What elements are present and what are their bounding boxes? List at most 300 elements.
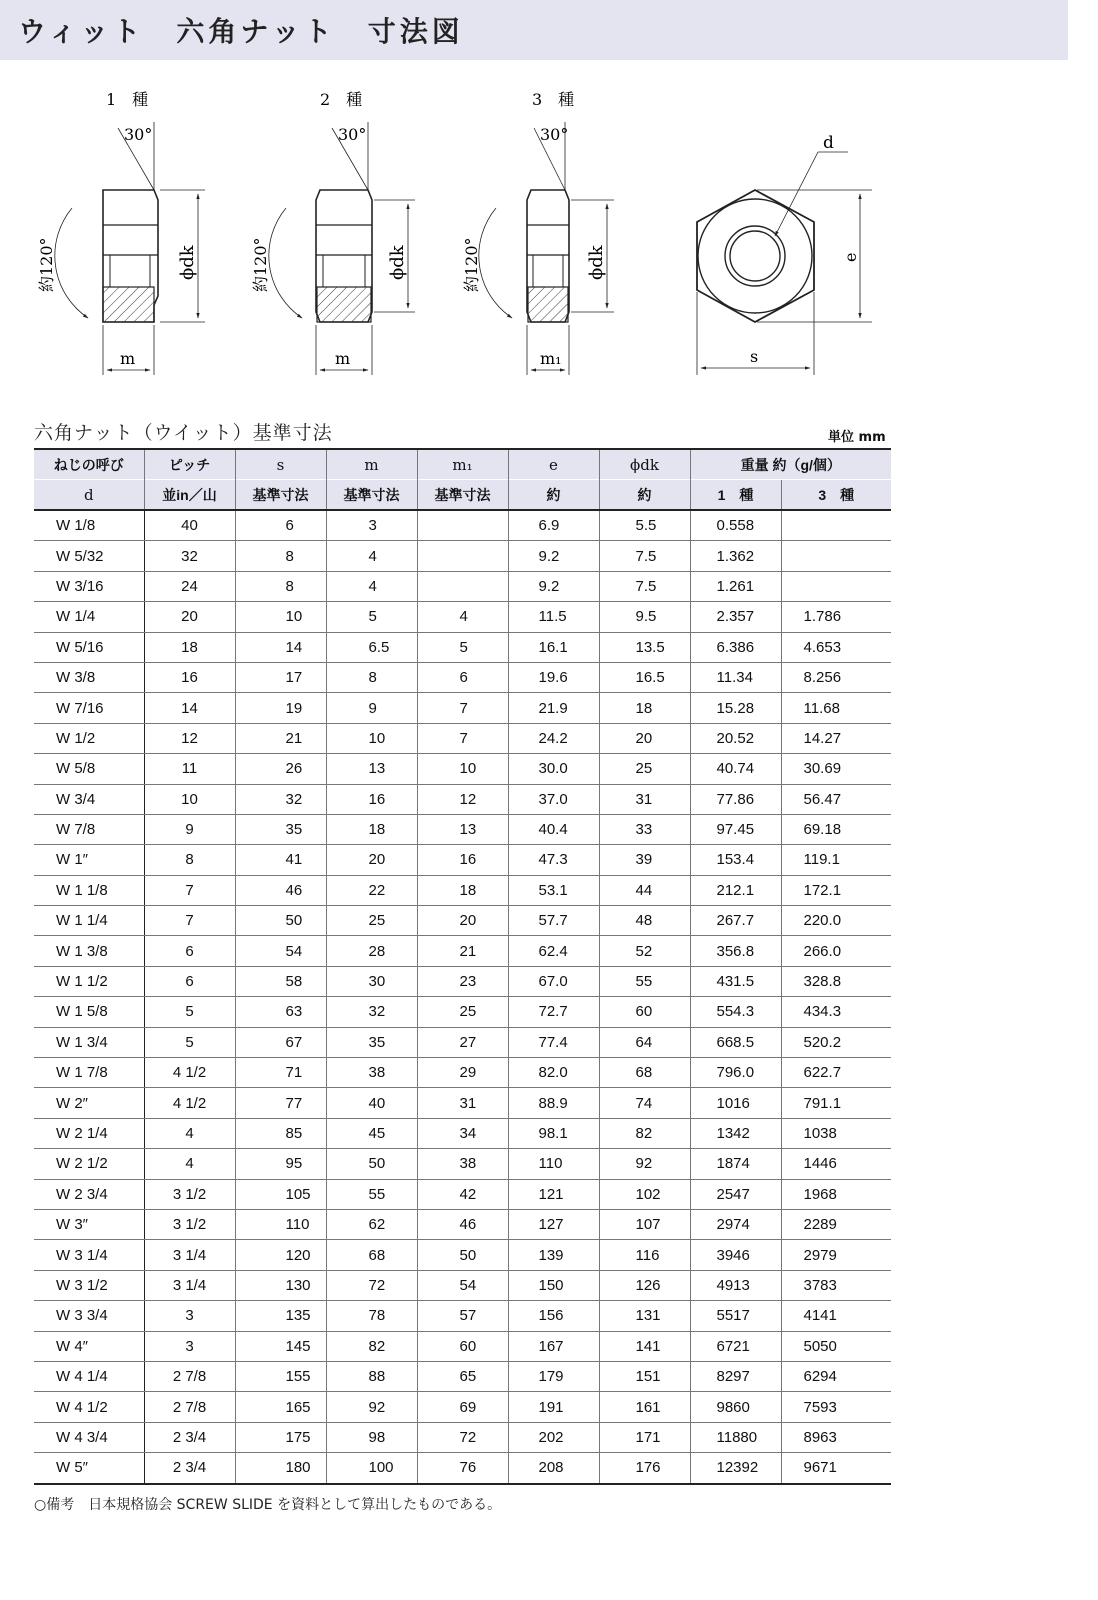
table-cell: 2979 xyxy=(781,1240,891,1270)
table-cell: 110 xyxy=(235,1209,326,1239)
table-cell: 3 xyxy=(144,1301,235,1331)
table-cell: 1.786 xyxy=(781,602,891,632)
subheader-m1: 基準寸法 xyxy=(417,480,508,511)
table-cell: 127 xyxy=(508,1209,599,1239)
table-cell: 32 xyxy=(326,997,417,1027)
table-cell: 95 xyxy=(235,1149,326,1179)
table-cell: 135 xyxy=(235,1301,326,1331)
table-cell: W 4″ xyxy=(34,1331,144,1361)
table-row xyxy=(34,1027,891,1057)
table-row xyxy=(34,845,891,875)
table-header-row-1 xyxy=(34,449,891,480)
table-cell: 161 xyxy=(599,1392,690,1422)
angle30-label-1: 30° xyxy=(124,125,153,144)
table-cell: 35 xyxy=(326,1027,417,1057)
table-cell: 62 xyxy=(326,1209,417,1239)
table-row xyxy=(34,1088,891,1118)
table-cell: 18 xyxy=(417,875,508,905)
table-cell: 7 xyxy=(144,906,235,936)
table-cell: 1.261 xyxy=(690,571,781,601)
table-cell: 2 7/8 xyxy=(144,1392,235,1422)
table-cell: 39 xyxy=(599,845,690,875)
table-cell: 145 xyxy=(235,1331,326,1361)
table-cell: 107 xyxy=(599,1209,690,1239)
table-cell: 50 xyxy=(235,906,326,936)
table-cell: W 3 3/4 xyxy=(34,1301,144,1331)
subheader-dk: 約 xyxy=(599,480,690,511)
table-cell: 13 xyxy=(326,754,417,784)
table-cell xyxy=(417,510,508,541)
table-cell: 176 xyxy=(599,1453,690,1484)
table-cell: 175 xyxy=(235,1422,326,1452)
table-cell: 126 xyxy=(599,1270,690,1300)
table-cell: W 5″ xyxy=(34,1453,144,1484)
table-row xyxy=(34,997,891,1027)
col-header-pitch: ピッチ xyxy=(144,449,235,480)
table-row xyxy=(34,1301,891,1331)
table-row xyxy=(34,1179,891,1209)
table-cell: 5 xyxy=(326,602,417,632)
table-cell: 40 xyxy=(144,510,235,541)
table-cell xyxy=(417,571,508,601)
table-cell: 266.0 xyxy=(781,936,891,966)
table-cell: 77.4 xyxy=(508,1027,599,1057)
table-cell: 150 xyxy=(508,1270,599,1300)
table-cell: 100 xyxy=(326,1453,417,1484)
table-cell: 1.362 xyxy=(690,541,781,571)
angle120-label-3: 約120° xyxy=(462,237,481,292)
table-cell: 60 xyxy=(599,997,690,1027)
table-cell: 3 xyxy=(144,1331,235,1361)
table-cell: 55 xyxy=(599,966,690,996)
subheader-weight-type1: 1 種 xyxy=(690,480,781,511)
table-cell: 6.5 xyxy=(326,632,417,662)
table-cell: 2 7/8 xyxy=(144,1361,235,1391)
table-cell: 26 xyxy=(235,754,326,784)
table-cell: 156 xyxy=(508,1301,599,1331)
table-cell: 4 xyxy=(326,541,417,571)
table-cell: 10 xyxy=(326,723,417,753)
table-row xyxy=(34,510,891,541)
col-header-s: s xyxy=(235,449,326,480)
table-cell: 220.0 xyxy=(781,906,891,936)
table-cell: 5 xyxy=(144,1027,235,1057)
dimension-figure xyxy=(0,70,1098,400)
table-cell: 7.5 xyxy=(599,541,690,571)
table-cell: 69 xyxy=(417,1392,508,1422)
angle30-label-3: 30° xyxy=(540,125,569,144)
table-cell: 74 xyxy=(599,1088,690,1118)
table-cell: 1038 xyxy=(781,1118,891,1148)
table-cell: 3 1/2 xyxy=(144,1209,235,1239)
table-cell: 356.8 xyxy=(690,936,781,966)
nut-type3-side-view xyxy=(462,90,614,375)
table-cell: 4141 xyxy=(781,1301,891,1331)
table-cell: 68 xyxy=(599,1058,690,1088)
table-cell: 12392 xyxy=(690,1453,781,1484)
table-row xyxy=(34,571,891,601)
table-cell: 5517 xyxy=(690,1301,781,1331)
table-cell: 13.5 xyxy=(599,632,690,662)
table-cell: 58 xyxy=(235,966,326,996)
col-header-dk: ϕdk xyxy=(599,449,690,480)
table-cell: 3 1/2 xyxy=(144,1179,235,1209)
table-cell: 155 xyxy=(235,1361,326,1391)
table-row xyxy=(34,754,891,784)
table-cell: 16.1 xyxy=(508,632,599,662)
table-body xyxy=(34,510,891,1484)
table-cell: 15.28 xyxy=(690,693,781,723)
table-cell: W 4 1/2 xyxy=(34,1392,144,1422)
table-cell: W 3″ xyxy=(34,1209,144,1239)
table-row xyxy=(34,784,891,814)
table-cell: 67.0 xyxy=(508,966,599,996)
table-cell: 20 xyxy=(326,845,417,875)
table-cell: 30 xyxy=(326,966,417,996)
table-cell: 34 xyxy=(417,1118,508,1148)
table-cell: 119.1 xyxy=(781,845,891,875)
table-cell: 4 xyxy=(417,602,508,632)
table-cell: 92 xyxy=(599,1149,690,1179)
table-cell: W 1/4 xyxy=(34,602,144,632)
table-cell: 19 xyxy=(235,693,326,723)
page-title: ウィット 六角ナット 寸法図 xyxy=(18,15,464,48)
table-cell: W 5/16 xyxy=(34,632,144,662)
dimension-table xyxy=(34,448,891,1485)
table-cell: 92 xyxy=(326,1392,417,1422)
table-cell: 57.7 xyxy=(508,906,599,936)
table-cell: W 1/2 xyxy=(34,723,144,753)
table-cell: 97.45 xyxy=(690,814,781,844)
table-cell: 110 xyxy=(508,1149,599,1179)
table-cell: 9.2 xyxy=(508,541,599,571)
subheader-m: 基準寸法 xyxy=(326,480,417,511)
table-cell: 33 xyxy=(599,814,690,844)
table-cell: W 1 1/2 xyxy=(34,966,144,996)
table-cell: 6.9 xyxy=(508,510,599,541)
e-label: e xyxy=(841,252,860,262)
table-cell xyxy=(781,541,891,571)
table-cell: 5 xyxy=(144,997,235,1027)
table-cell: 38 xyxy=(326,1058,417,1088)
table-cell: 18 xyxy=(326,814,417,844)
col-header-m: m xyxy=(326,449,417,480)
m-label-1: m xyxy=(120,349,136,368)
table-cell: 17 xyxy=(235,662,326,692)
table-row xyxy=(34,1270,891,1300)
table-cell: 72.7 xyxy=(508,997,599,1027)
table-cell: 1446 xyxy=(781,1149,891,1179)
table-row xyxy=(34,723,891,753)
table-cell: 139 xyxy=(508,1240,599,1270)
table-cell: 0.558 xyxy=(690,510,781,541)
table-cell: 791.1 xyxy=(781,1088,891,1118)
table-cell: 63 xyxy=(235,997,326,1027)
table-cell: 12 xyxy=(144,723,235,753)
table-row xyxy=(34,936,891,966)
table-cell: 25 xyxy=(599,754,690,784)
table-cell: 77 xyxy=(235,1088,326,1118)
type2-label: 2 種 xyxy=(320,90,363,109)
type1-label: 1 種 xyxy=(106,90,149,109)
table-cell: 20 xyxy=(417,906,508,936)
table-cell: 24 xyxy=(144,571,235,601)
table-cell: 22 xyxy=(326,875,417,905)
table-cell: 9860 xyxy=(690,1392,781,1422)
footnote: ○備考 日本規格協会 SCREW SLIDE を資料として算出したものである。 xyxy=(34,1497,502,1513)
table-cell: 23 xyxy=(417,966,508,996)
table-cell: 76 xyxy=(417,1453,508,1484)
table-cell: 28 xyxy=(326,936,417,966)
table-cell: 46 xyxy=(417,1209,508,1239)
table-cell: 71 xyxy=(235,1058,326,1088)
table-cell: 64 xyxy=(599,1027,690,1057)
table-cell: 24.2 xyxy=(508,723,599,753)
table-cell: W 1 3/8 xyxy=(34,936,144,966)
subheader-pitch: 並in／山 xyxy=(144,480,235,511)
table-cell: 68 xyxy=(326,1240,417,1270)
angle120-label-1: 約120° xyxy=(37,237,56,292)
table-cell: 37.0 xyxy=(508,784,599,814)
table-cell: W 1/8 xyxy=(34,510,144,541)
table-cell: 7 xyxy=(417,723,508,753)
table-cell: 4 xyxy=(144,1149,235,1179)
table-cell: W 2 3/4 xyxy=(34,1179,144,1209)
table-cell: 2289 xyxy=(781,1209,891,1239)
table-cell: 82 xyxy=(599,1118,690,1148)
table-cell: 14.27 xyxy=(781,723,891,753)
table-cell: 151 xyxy=(599,1361,690,1391)
col-header-m1: m₁ xyxy=(417,449,508,480)
table-row xyxy=(34,602,891,632)
table-cell: 38 xyxy=(417,1149,508,1179)
subheader-e: 約 xyxy=(508,480,599,511)
table-cell: W 1 1/4 xyxy=(34,906,144,936)
table-cell: 208 xyxy=(508,1453,599,1484)
table-cell: 212.1 xyxy=(690,875,781,905)
table-cell: 8.256 xyxy=(781,662,891,692)
table-cell: 88 xyxy=(326,1361,417,1391)
table-cell: 434.3 xyxy=(781,997,891,1027)
table-cell: 167 xyxy=(508,1331,599,1361)
table-cell: 5 xyxy=(417,632,508,662)
table-cell: 16.5 xyxy=(599,662,690,692)
table-cell: 6 xyxy=(144,936,235,966)
table-row xyxy=(34,1422,891,1452)
table-cell: 5.5 xyxy=(599,510,690,541)
table-cell: 16 xyxy=(144,662,235,692)
table-cell: W 1 3/4 xyxy=(34,1027,144,1057)
table-cell: 20 xyxy=(599,723,690,753)
table-row xyxy=(34,1331,891,1361)
table-cell: 9.2 xyxy=(508,571,599,601)
table-cell: 42 xyxy=(417,1179,508,1209)
table-cell: 172.1 xyxy=(781,875,891,905)
table-cell: 27 xyxy=(417,1027,508,1057)
table-cell: W 3/4 xyxy=(34,784,144,814)
table-cell: 7 xyxy=(417,693,508,723)
table-cell: 21 xyxy=(235,723,326,753)
table-cell: 45 xyxy=(326,1118,417,1148)
subheader-weight-type3: 3 種 xyxy=(781,480,891,511)
type3-label: 3 種 xyxy=(532,90,575,109)
table-cell: 6.386 xyxy=(690,632,781,662)
table-cell: 18 xyxy=(144,632,235,662)
table-cell: 60 xyxy=(417,1331,508,1361)
table-cell: 25 xyxy=(326,906,417,936)
section-title: 六角ナット（ウイット）基準寸法 xyxy=(34,422,333,444)
table-cell: 120 xyxy=(235,1240,326,1270)
table-cell: 1016 xyxy=(690,1088,781,1118)
table-cell: 165 xyxy=(235,1392,326,1422)
table-cell: 10 xyxy=(417,754,508,784)
m1-label: m₁ xyxy=(540,349,562,368)
table-cell: 7593 xyxy=(781,1392,891,1422)
table-cell: 69.18 xyxy=(781,814,891,844)
table-cell: 47.3 xyxy=(508,845,599,875)
col-header-e: e xyxy=(508,449,599,480)
table-cell: 4.653 xyxy=(781,632,891,662)
table-cell: 2547 xyxy=(690,1179,781,1209)
table-cell: 267.7 xyxy=(690,906,781,936)
table-cell: 16 xyxy=(417,845,508,875)
table-cell: 13 xyxy=(417,814,508,844)
nut-top-view xyxy=(697,133,872,375)
table-cell: W 7/16 xyxy=(34,693,144,723)
table-cell: 85 xyxy=(235,1118,326,1148)
table-row xyxy=(34,906,891,936)
table-cell: 3783 xyxy=(781,1270,891,1300)
table-cell: 11.68 xyxy=(781,693,891,723)
table-cell: W 2 1/4 xyxy=(34,1118,144,1148)
table-cell: 8 xyxy=(235,571,326,601)
table-cell: 180 xyxy=(235,1453,326,1484)
table-cell: 6 xyxy=(235,510,326,541)
table-cell: 179 xyxy=(508,1361,599,1391)
table-cell: 3 1/4 xyxy=(144,1240,235,1270)
table-cell: W 3/8 xyxy=(34,662,144,692)
table-cell: 8 xyxy=(235,541,326,571)
table-cell: W 1″ xyxy=(34,845,144,875)
table-row xyxy=(34,662,891,692)
table-cell: 30.69 xyxy=(781,754,891,784)
table-cell: 11.5 xyxy=(508,602,599,632)
table-cell: 98 xyxy=(326,1422,417,1452)
table-cell: 121 xyxy=(508,1179,599,1209)
table-row xyxy=(34,875,891,905)
table-cell: 41 xyxy=(235,845,326,875)
table-cell: 56.47 xyxy=(781,784,891,814)
table-cell: 520.2 xyxy=(781,1027,891,1057)
table-cell: 29 xyxy=(417,1058,508,1088)
table-cell: 171 xyxy=(599,1422,690,1452)
table-cell: 5050 xyxy=(781,1331,891,1361)
nut-type2-side-view xyxy=(251,90,415,375)
table-row xyxy=(34,632,891,662)
table-cell: 11.34 xyxy=(690,662,781,692)
table-cell: 31 xyxy=(599,784,690,814)
table-row xyxy=(34,1118,891,1148)
table-cell: 62.4 xyxy=(508,936,599,966)
table-cell: 3 xyxy=(326,510,417,541)
table-cell: 77.86 xyxy=(690,784,781,814)
table-cell: 10 xyxy=(235,602,326,632)
table-cell: 11 xyxy=(144,754,235,784)
table-cell: 668.5 xyxy=(690,1027,781,1057)
table-cell: 46 xyxy=(235,875,326,905)
table-cell: 3 1/4 xyxy=(144,1270,235,1300)
table-cell: W 1 1/8 xyxy=(34,875,144,905)
table-cell: 9671 xyxy=(781,1453,891,1484)
subheader-s: 基準寸法 xyxy=(235,480,326,511)
table-cell: 72 xyxy=(326,1270,417,1300)
table-cell: 20 xyxy=(144,602,235,632)
table-cell: 18 xyxy=(599,693,690,723)
table-cell: 328.8 xyxy=(781,966,891,996)
m-label-2: m xyxy=(335,349,351,368)
table-cell: 3946 xyxy=(690,1240,781,1270)
table-cell: 116 xyxy=(599,1240,690,1270)
table-cell: W 1 7/8 xyxy=(34,1058,144,1088)
table-cell: 35 xyxy=(235,814,326,844)
table-cell: W 5/8 xyxy=(34,754,144,784)
table-cell: 78 xyxy=(326,1301,417,1331)
table-cell: 2974 xyxy=(690,1209,781,1239)
table-cell: 30.0 xyxy=(508,754,599,784)
table-cell: 105 xyxy=(235,1179,326,1209)
table-cell: 6294 xyxy=(781,1361,891,1391)
table-cell: 102 xyxy=(599,1179,690,1209)
table-cell: 14 xyxy=(144,693,235,723)
s-label: s xyxy=(750,347,759,366)
table-cell: 9.5 xyxy=(599,602,690,632)
table-cell: 82 xyxy=(326,1331,417,1361)
table-cell: 622.7 xyxy=(781,1058,891,1088)
table-cell: 16 xyxy=(326,784,417,814)
table-row xyxy=(34,814,891,844)
table-cell: 1342 xyxy=(690,1118,781,1148)
table-cell: W 3 1/2 xyxy=(34,1270,144,1300)
table-cell: 11880 xyxy=(690,1422,781,1452)
table-cell: 6 xyxy=(144,966,235,996)
col-header-thread: ねじの呼び xyxy=(34,449,144,480)
dk-label-2: ϕdk xyxy=(387,245,408,280)
table-cell: 32 xyxy=(144,541,235,571)
table-cell: 53.1 xyxy=(508,875,599,905)
table-cell: 141 xyxy=(599,1331,690,1361)
table-row xyxy=(34,1058,891,1088)
table-row xyxy=(34,1240,891,1270)
table-cell: 4 1/2 xyxy=(144,1058,235,1088)
table-cell: 8 xyxy=(326,662,417,692)
table-cell xyxy=(781,571,891,601)
table-cell: 12 xyxy=(417,784,508,814)
d-label: d xyxy=(823,133,834,153)
table-cell: 153.4 xyxy=(690,845,781,875)
table-cell: W 4 3/4 xyxy=(34,1422,144,1452)
table-cell: 88.9 xyxy=(508,1088,599,1118)
table-cell: 67 xyxy=(235,1027,326,1057)
table-cell: 2 3/4 xyxy=(144,1453,235,1484)
table-row xyxy=(34,966,891,996)
table-cell: W 4 1/4 xyxy=(34,1361,144,1391)
table-cell: W 7/8 xyxy=(34,814,144,844)
table-cell: 14 xyxy=(235,632,326,662)
table-row xyxy=(34,693,891,723)
table-cell: 19.6 xyxy=(508,662,599,692)
table-cell: 40 xyxy=(326,1088,417,1118)
table-cell: 2.357 xyxy=(690,602,781,632)
